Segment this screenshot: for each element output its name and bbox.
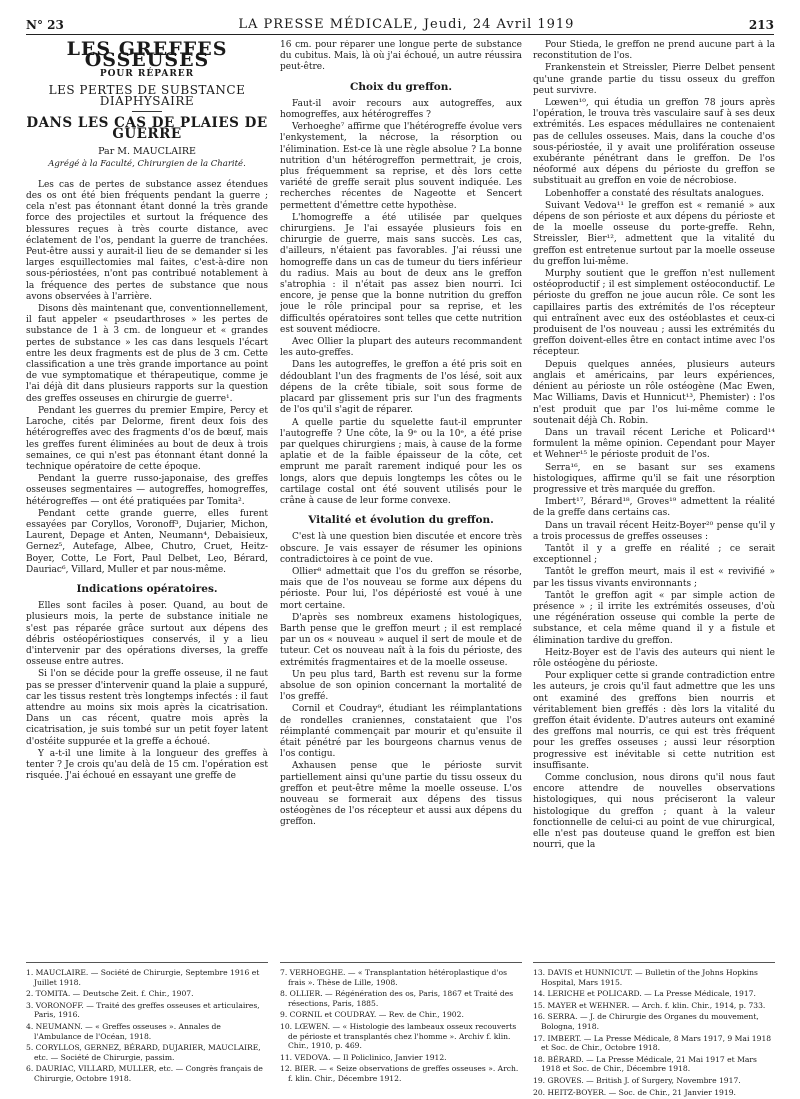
paragraph: Tantôt le greffon agit « par simple action de présence » ; il irrite les extrémités osseuses, d'où une régénération osseuse qui comble la perte de substance, et cela même quand il y a fistule et élimination tardive du greffon.	[533, 590, 775, 646]
footnote-rule	[26, 962, 268, 963]
paragraph: Pendant la guerre russo-japonaise, des greffes osseuses segmentaires — autogreffes, homogreffes, hétérogreffes — ont été pratiquées par Tomita².	[26, 474, 268, 507]
paragraph: Comme conclusion, nous dirons qu'il nous faut encore attendre de nouvelles observations histologiques, qui nous préciseront la valeur histologique du greffon ; quant à la valeur fonctionnelle de celui-ci au point de vue chirurgical, elle n'est pas douteuse quand le greffon est bien nourri, que la	[533, 773, 775, 851]
author-affiliation: Agrégé à la Faculté, Chirurgien de la Charité.	[48, 158, 246, 169]
article-author: Par M. MAUCLAIRE	[98, 146, 196, 158]
footnote: 19. GROVES. — British J. of Surgery, Novembre 1917.	[533, 1075, 741, 1085]
page-header	[26, 4, 774, 32]
paragraph: Depuis quelques années, plusieurs auteurs anglais et américains, par leurs expériences, dénient au périoste un rôle ostéogène (Mac Ewen, Mac Williams, Davis et Hunnicut¹³, Phemister) : l'os n'est produit que par l'os lui-même comme le soutenait déjà Ch. Robin.	[533, 359, 775, 426]
paragraph: Imbert¹⁷, Bérard¹⁸, Groves¹⁹ admettent la réalité de la greffe dans certains cas.	[533, 497, 775, 519]
footnote: 5. CORYLLOS, GERNEZ, BÉRARD, DUJARIER, MAUCLAIRE, etc. — Société de Chirurgie, passim.	[26, 1043, 261, 1062]
paragraph: Cornil et Coudray⁹, étudiant les réimplantations de rondelles craniennes, constataient que l'os réimplanté commençait par mourir et qu'ensuite il était pénétré par les bourgeons charnus venus de l'os contigu.	[280, 704, 522, 760]
paragraph: Murphy soutient que le greffon n'est nullement ostéoproductif ; il est simplement ostéoconductif. Le périoste du greffon ne joue aucun rôle. Ce sont les capillaires partis des extrémités de l'os récepteur qui entraînent avec eux des ostéoblastes et ceux-ci produisent de l'os nouveau ; aussi les extrémités du greffon doivent-elles être en contact intime avec l'os récepteur.	[533, 269, 775, 358]
footnote: 10. LŒWEN. — « Histologie des lambeaux osseux recouverts de périoste et transplantés chez l'homme ». Archiv f. klin. Chir., 1910, p. 469.	[280, 1021, 517, 1051]
paragraph: Heitz-Boyer est de l'avis des auteurs qui nient le rôle ostéogène du périoste.	[533, 647, 775, 669]
paragraph: Pour Stieda, le greffon ne prend aucune part à la reconstitution de l'os.	[533, 40, 775, 62]
paragraph: Verhoeghe⁷ affirme que l'hétérogreffe évolue vers l'enkystement, la nécrose, la résorption ou l'élimination. Est-ce là une règle absolue ? La bonne nutrition d'un hétérogreffon permettrait, je crois, plus fréquemment sa reprise, et dès lors cette variété de greffe serait plus souvent indiquée. Les recherches récentes de Nageotte et Sencert permettent d'émettre cette hypothèse.	[280, 122, 522, 211]
paragraph: Tantôt le greffon meurt, mais il est « revivifié » par les tissus vivants environnants ;	[533, 567, 775, 589]
paragraph: D'après ses nombreux examens histologiques, Barth pense que le greffon meurt ; il est remplacé par un os « nouveau » auquel il sert de moule et de tuteur. Cet os nouveau naît à la fois du périoste, des extrémités fragmentaires et de la moelle osseuse.	[280, 612, 522, 668]
paragraph: Dans un travail récent Leriche et Policard¹⁴ formulent la même opinion. Cependant pour Mayer et Wehner¹⁵ le périoste produit de l'os.	[533, 427, 775, 461]
footnote: 11. VEDOVA. — Il Policlinico, Janvier 1912.	[280, 1052, 447, 1062]
paragraph: L'homogreffe a été utilisée par quelques chirurgiens. Je l'ai essayée plusieurs fois en chirurgie de guerre, mais sans succès. Les cas, d'ailleurs, n'étaient pas favorables. J'ai réussi une homogreffe dans un cas de tumeur du tiers inférieur du radius. Mais au bout de deux ans le greffon s'atrophia : il n'était pas assez bien nourri. Ici encore, je pense que la bonne nutrition du greffon joue le rôle principal pour sa reprise, et les difficultés opératoires sont telles que cette nutrition est souvent médiocre.	[280, 212, 522, 335]
footnote: 16. SERRA. — J. de Chirurgie des Organes du mouvement, Bologna, 1918.	[533, 1012, 759, 1031]
paragraph: Pour expliquer cette si grande contradiction entre les auteurs, je crois qu'il faut admettre que les uns ont examiné des greffons bien nourris et véritablement bien greffés : dès lors la vitalité du greffon était évidente. D'autres auteurs ont examiné des greffons mal nourris, ce qui est très fréquent pour les greffes osseuses ; aussi leur résorption progressive est inévitable si cette nutrition est insuffisante.	[533, 671, 775, 771]
footnote: 18. BÉRARD. — La Presse Médicale, 21 Mai 1917 et Mars 1918 et Soc. de Chir., Décembre 1918.	[533, 1054, 757, 1074]
footnote: 6. DAURIAC, VILLARD, MULLER, etc. — Congrès français de Chirurgie, Octobre 1918.	[26, 1064, 263, 1083]
paragraph: Avec Ollier la plupart des auteurs recommandent les auto-greffes.	[280, 337, 522, 359]
footnote: 4. NEUMANN. — « Greffes osseuses ». Annales de l'Ambulance de l'Océan, 1918.	[26, 1021, 221, 1041]
column-2	[280, 40, 522, 955]
footnotes-column-1	[26, 968, 268, 1086]
footnote: 14. LERICHE et POLICARD. — La Presse Médicale, 1917.	[533, 989, 756, 999]
paragraph: Suivant Vedova¹¹ le greffon est « remanié » aux dépens de son périoste et aux dépens du périoste et de la moelle osseuse du porte-greffe. Rehn, Streissler, Bier¹², admettent que la vitalité du greffon est entretenue surtout par la moelle osseuse du greffon lui-même.	[533, 200, 775, 267]
paragraph: Elles sont faciles à poser. Quand, au bout de plusieurs mois, la perte de substance initiale ne s'est pas réparée grâce surtout aux dépens des débris ostéopériostiques conservés, il y a lieu d'intervenir par des opérations diverses, la greffe osseuse entre autres.	[26, 601, 268, 668]
article-subtitle-3: DANS LES CAS DE PLAIES DE GUERRE	[26, 115, 268, 143]
footnotes-column-3	[533, 968, 775, 1099]
paragraph: Lobenhoffer a constaté des résultats analogues.	[545, 188, 765, 199]
paragraph: Lœwen¹⁰, qui étudia un greffon 78 jours après l'opération, le trouva très vasculaire sauf à ses deux extrémités. Les espaces médullaires ne contenaient pas de cellules osseuses. Mais, dans la couche d'os sous-périostée, il y avait une prolifération osseuse exubérante pénétrant dans le greffon. De l'os néoformé aux dépens du périoste du greffon se substituait au greffon en voie de nécrobiose.	[533, 98, 775, 187]
footnote-rule	[533, 962, 775, 963]
header-rule	[26, 34, 774, 35]
paragraph: Un peu plus tard, Barth est revenu sur la forme absolue de son opinion concernant la mortalité de l'os greffé.	[280, 669, 522, 703]
article-subtitle-2: LES PERTES DE SUBSTANCE DIAPHYSAIRE	[48, 82, 246, 108]
section-heading-choix: Choix du greffon.	[350, 80, 452, 93]
footnote: 2. TOMITA. — Deutsche Zeit. f. Chir., 1907.	[26, 989, 194, 999]
paragraph: Si l'on se décide pour la greffe osseuse, il ne faut pas se presser d'intervenir quand la plaie a suppuré, car les tissus restent très longtemps infectés : il faut attendre au moins six mois après la cicatrisation. Dans un cas récent, quatre mois après la cicatrisation, je suis tombé sur un petit foyer latent d'ostéite suppurée et la greffe a échoué.	[26, 669, 268, 747]
paragraph: Dans un travail récent Heitz-Boyer²⁰ pense qu'il y a trois processus de greffes osseuses :	[533, 520, 775, 542]
footnote: 13. DAVIS et HUNNICUT. — Bulletin of the Johns Hopkins Hospital, Mars 1915.	[533, 968, 758, 987]
paragraph: Tantôt il y a greffe en réalité ; ce serait exceptionnel ;	[533, 543, 775, 566]
footnote: 1. MAUCLAIRE. — Société de Chirurgie, Septembre 1916 et Juillet 1918.	[26, 968, 260, 987]
footnote: 8. OLLIER. — Régénération des os, Paris, 1867 et Traité des résections, Paris, 1885.	[280, 989, 514, 1008]
page-number: 213	[748, 18, 774, 32]
footnotes-column-2	[280, 968, 522, 1086]
article-title: LES GREFFES OSSEUSES	[66, 40, 228, 72]
journal-title: LA PRESSE MÉDICALE, Jeudi, 24 Avril 1919	[238, 17, 575, 32]
paragraph: Dans les autogreffes, le greffon a été pris soit en dédoublant l'un des fragments de l'os lésé, soit aux dépens de la crête tibiale, soit sous forme de placard par glissement pris sur l'un des fragments de l'os qu'il s'agit de réparer.	[280, 360, 522, 416]
issue-number: N° 23	[26, 18, 64, 32]
paragraph: C'est là une question bien discutée et encore très obscure. Je vais essayer de résumer les opinions contradictoires à ce point de vue.	[280, 532, 522, 565]
section-heading-vitalite: Vitalité et évolution du greffon.	[308, 514, 494, 527]
column-1	[26, 40, 268, 955]
footnote: 15. MAYER et WEHNER. — Arch. f. klin. Chir., 1914, p. 733.	[533, 1000, 766, 1010]
footnote: 20. HEITZ-BOYER. — Soc. de Chir., 21 Janvier 1919.	[533, 1087, 736, 1097]
footnote: 7. VERHOEGHE. — « Transplantation hétéroplastique d'os frais ». Thèse de Lille, 1908.	[280, 968, 507, 987]
title-divider	[132, 111, 162, 112]
article-subtitle-1: POUR RÉPARER	[99, 69, 195, 80]
paragraph: Axhausen pense que le périoste survit partiellement ainsi qu'une partie du tissu osseux du greffon et peut-être même la moelle osseuse. L'os nouveau se formerait aux dépens des tissus ostéogènes de l'os récepteur et aussi aux dépens du greffon.	[280, 761, 522, 828]
paragraph: Les cas de pertes de substance assez étendues des os ont été bien fréquents pendant la guerre ; cela n'est pas étonnant étant donné la très grande force des projectiles et surtout la fréquence des blessures reçues à très courte distance, avec éclatement de l'os, pendant la guerre de tranchées. Peut-être aussi y aurait-il lieu de se demander si les larges esquillectomies mal faites, c'est-à-dire non sous-périostées, n'ont pas contribué notablement à la fréquence des pertes de substance que nous avons observées à l'arrière.	[26, 179, 268, 302]
paragraph: 16 cm. pour réparer une longue perte de substance du cubitus. Mais, là où j'ai échoué, un autre réussira peut-être.	[280, 40, 522, 73]
paragraph: Pendant cette grande guerre, elles furent essayées par Coryllos, Voronoff³, Dujarier, Michon, Laurent, Depage et Anten, Neumann⁴, Debaisieux, Gernez⁵, Autefage, Albee, Chutro, Cruet, Heitz-Boyer, Cotte, Le Fort, Paul Delbet, Leo, Bérard, Dauriac⁶, Villard, Muller et par nous-même.	[26, 508, 268, 575]
paragraph: Disons dès maintenant que, conventionnellement, il faut appeler « pseudarthroses » les pertes de substance de 1 à 3 cm. de longueur et « grandes pertes de substance » les cas dans lesquels l'écart entre les deux fragments est de plus de 3 cm. Cette classification a une très grande importance au point de vue symptomatique et thérapeutique, comme je l'ai déjà dit dans plusieurs rapports sur la question des greffes osseuses en chirurgie de guerre¹.	[26, 304, 268, 404]
section-heading-indications: Indications opératoires.	[76, 582, 218, 595]
footnote-rule	[280, 962, 522, 963]
column-3	[533, 40, 775, 955]
footnote: 12. BIER. — « Seize observations de greffes osseuses ». Arch. f. klin. Chir., Décembre 1912.	[280, 1064, 519, 1083]
paragraph: Serra¹⁶, en se basant sur ses examens histologiques, affirme qu'il se fait une résorption progressive et très marquée du greffon.	[533, 462, 775, 495]
paragraph: Frankenstein et Streissler, Pierre Delbet pensent qu'une grande partie du tissu osseux du greffon peut survivre.	[533, 63, 775, 96]
paragraph: A quelle partie du squelette faut-il emprunter l'autogreffe ? Une côte, la 9ᵉ ou la 10ᵉ, a été prise par quelques chirurgiens ; mais, à cause de la forme aplatie et de la faible épaisseur de la côte, cet emprunt me paraît rarement indiqué pour les os longs, alors que depuis longtemps les côtes ou le cartilage costal ont été souvent utilisés pour le crâne à cause de leur forme convexe.	[280, 417, 522, 506]
paragraph: Ollier⁸ admettait que l'os du greffon se résorbe, mais que de l'os nouveau se forme aux dépens du périoste. Pour lui, l'os dépériosté est voué à une mort certaine.	[280, 566, 522, 611]
footnote: 3. VORONOFF. — Traité des greffes osseuses et articulaires, Paris, 1916.	[26, 1000, 260, 1020]
footnote: 17. IMBERT. — La Presse Médicale, 8 Mars 1917, 9 Mai 1918 et Soc. de Chir., Octobre 1918.	[533, 1033, 772, 1053]
footnote: 9. CORNIL et COUDRAY. — Rev. de Chir., 1902.	[280, 1010, 464, 1020]
paragraph: Pendant les guerres du premier Empire, Percy et Laroche, cités par Delorme, firent deux fois des hétérogreffes avec des fragments d'os de bœuf, mais les greffes furent éliminées au bout de deux à trois semaines, ce qui n'est pas étonnant étant donné la technique opératoire de cette époque.	[26, 405, 268, 472]
paragraph: Y a-t-il une limite à la longueur des greffes à tenter ? Je crois qu'au delà de 15 cm. l'opération est risquée. J'ai échoué en essayant une greffe de	[26, 748, 268, 782]
paragraph: Faut-il avoir recours aux autogreffes, aux homogreffes, aux hétérogreffes ?	[280, 98, 522, 121]
